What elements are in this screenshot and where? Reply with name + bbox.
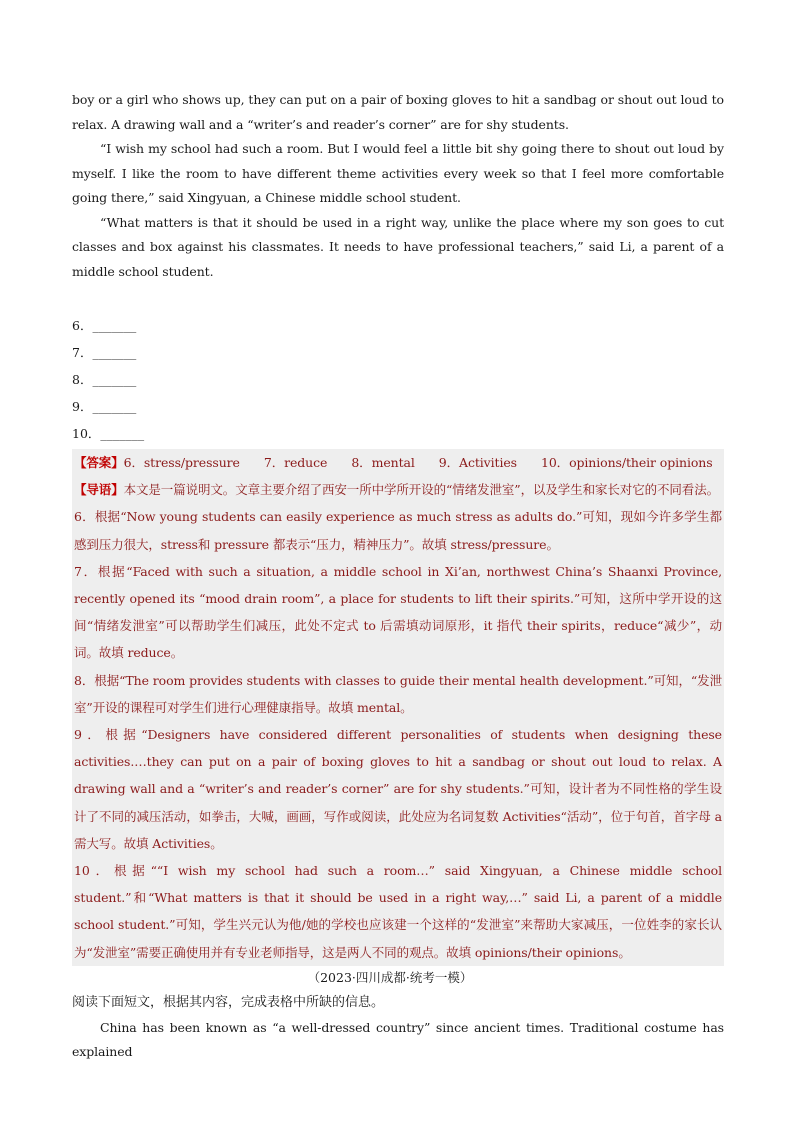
answer-blanks (72, 312, 724, 447)
answer-label: 【答案】 (74, 455, 124, 470)
question-instruction: 阅读下面短文，根据其内容，完成表格中所缺的信息。 (72, 994, 385, 1010)
next-passage-start: China has been known as “a well-dressed country” since ancient times. Traditional costume has explained (72, 1019, 724, 1060)
answer-line (74, 449, 722, 476)
explanation-6: 6．根据“Now young students can easily experience as much stress as adults do.”可知，现如今许多学生都感到压力很大，stress和 pressure 都表示“压力，精神压力”。故填 stress/pressure。 (74, 509, 722, 552)
blank-10: 10．_______ (72, 426, 145, 441)
explanation-8: 8．根据“The room provides students with classes to guide their mental health development.”可知，“发泄室”开设的课程可对学生们进行心理健康指导。故填 mental。 (74, 672, 722, 715)
blank-9: 9．_______ (72, 399, 137, 414)
answer-item-10: 10．opinions/their opinions (540, 455, 713, 470)
passage-paragraph-3: “What matters is that it should be used in a right way, unlike the place where my son goes to cut classes and box against his classmates. It needs to have professional teachers,” said Li, a parent of a middle school student. (72, 214, 724, 279)
guide-paragraph (74, 476, 722, 503)
blank-6: 6．_______ (72, 318, 137, 333)
question-source: （2023·四川成都·统考一模） (307, 969, 473, 985)
passage-paragraph-2: “I wish my school had such a room. But I would feel a little bit shy going there to shout out loud by myself. I like the room to have different theme activities every week so that I feel more comfortable going there,” said Xingyuan, a Chinese middle school student. (72, 141, 724, 205)
answer-item-7: 7．reduce (263, 455, 328, 470)
document-page (72, 88, 724, 1065)
explanation-9: 9．根据“Designers have considered different personalities of students when designing these activities.…they can put on a pair of boxing gloves to hit a sandbag or shout out loud to relax. A drawing wall and a “writer’s and reader’s corner” are for shy students.”可知，设计者为不同性格的学生设计了不同的减压活动，如拳击，大喊，画画，写作或阅读，此处应为名词复数 Activities“活动”，位于句首，首字母 a 需大写。故填 Activities。 (74, 727, 722, 851)
answer-item-6: 6．stress/pressure (123, 455, 240, 470)
passage-paragraph-1: boy or a girl who shows up, they can put on a pair of boxing gloves to hit a sandbag or shout out loud to relax. A drawing wall and a “writer’s and reader’s corner” are for shy students. (72, 92, 724, 132)
answer-item-9: 9．Activities (438, 455, 517, 470)
guide-label: 【导语】 (74, 482, 124, 498)
blank-7: 7．_______ (72, 345, 137, 360)
guide-text: 本文是一篇说明文。文章主要介绍了西安一所中学所开设的“情绪发泄室”，以及学生和家长对它的不同看法。 (123, 482, 719, 498)
blank-8: 8．_______ (72, 372, 137, 387)
answer-item-8: 8．mental (351, 455, 415, 470)
explanation-10: 10．根据““I wish my school had such a room…” said Xingyuan, a Chinese middle school student.”和“What matters is that it should be used in a right way,…” said Li, a parent of a middle school student.”可知，学生兴元认为他/她的学校也应该建一个这样的“发泄室”来帮助大家减压，一位姓李的家长认为“发泄室”需要正确使用并有专业老师指导，这是两人不同的观点。故填 opinions/their opinions。 (74, 863, 722, 960)
answer-section (72, 449, 724, 966)
explanation-7: 7．根据“Faced with such a situation, a middle school in Xi’an, northwest China’s Shaanxi Province, recently opened its “mood drain room”, a place for students to lift their spirits.”可知，这所中学开设的这间“情绪发泄室”可以帮助学生们减压，此处不定式 to 后需填动词原形，it 指代 their spirits，reduce“减少”，动词。故填 reduce。 (74, 563, 722, 661)
